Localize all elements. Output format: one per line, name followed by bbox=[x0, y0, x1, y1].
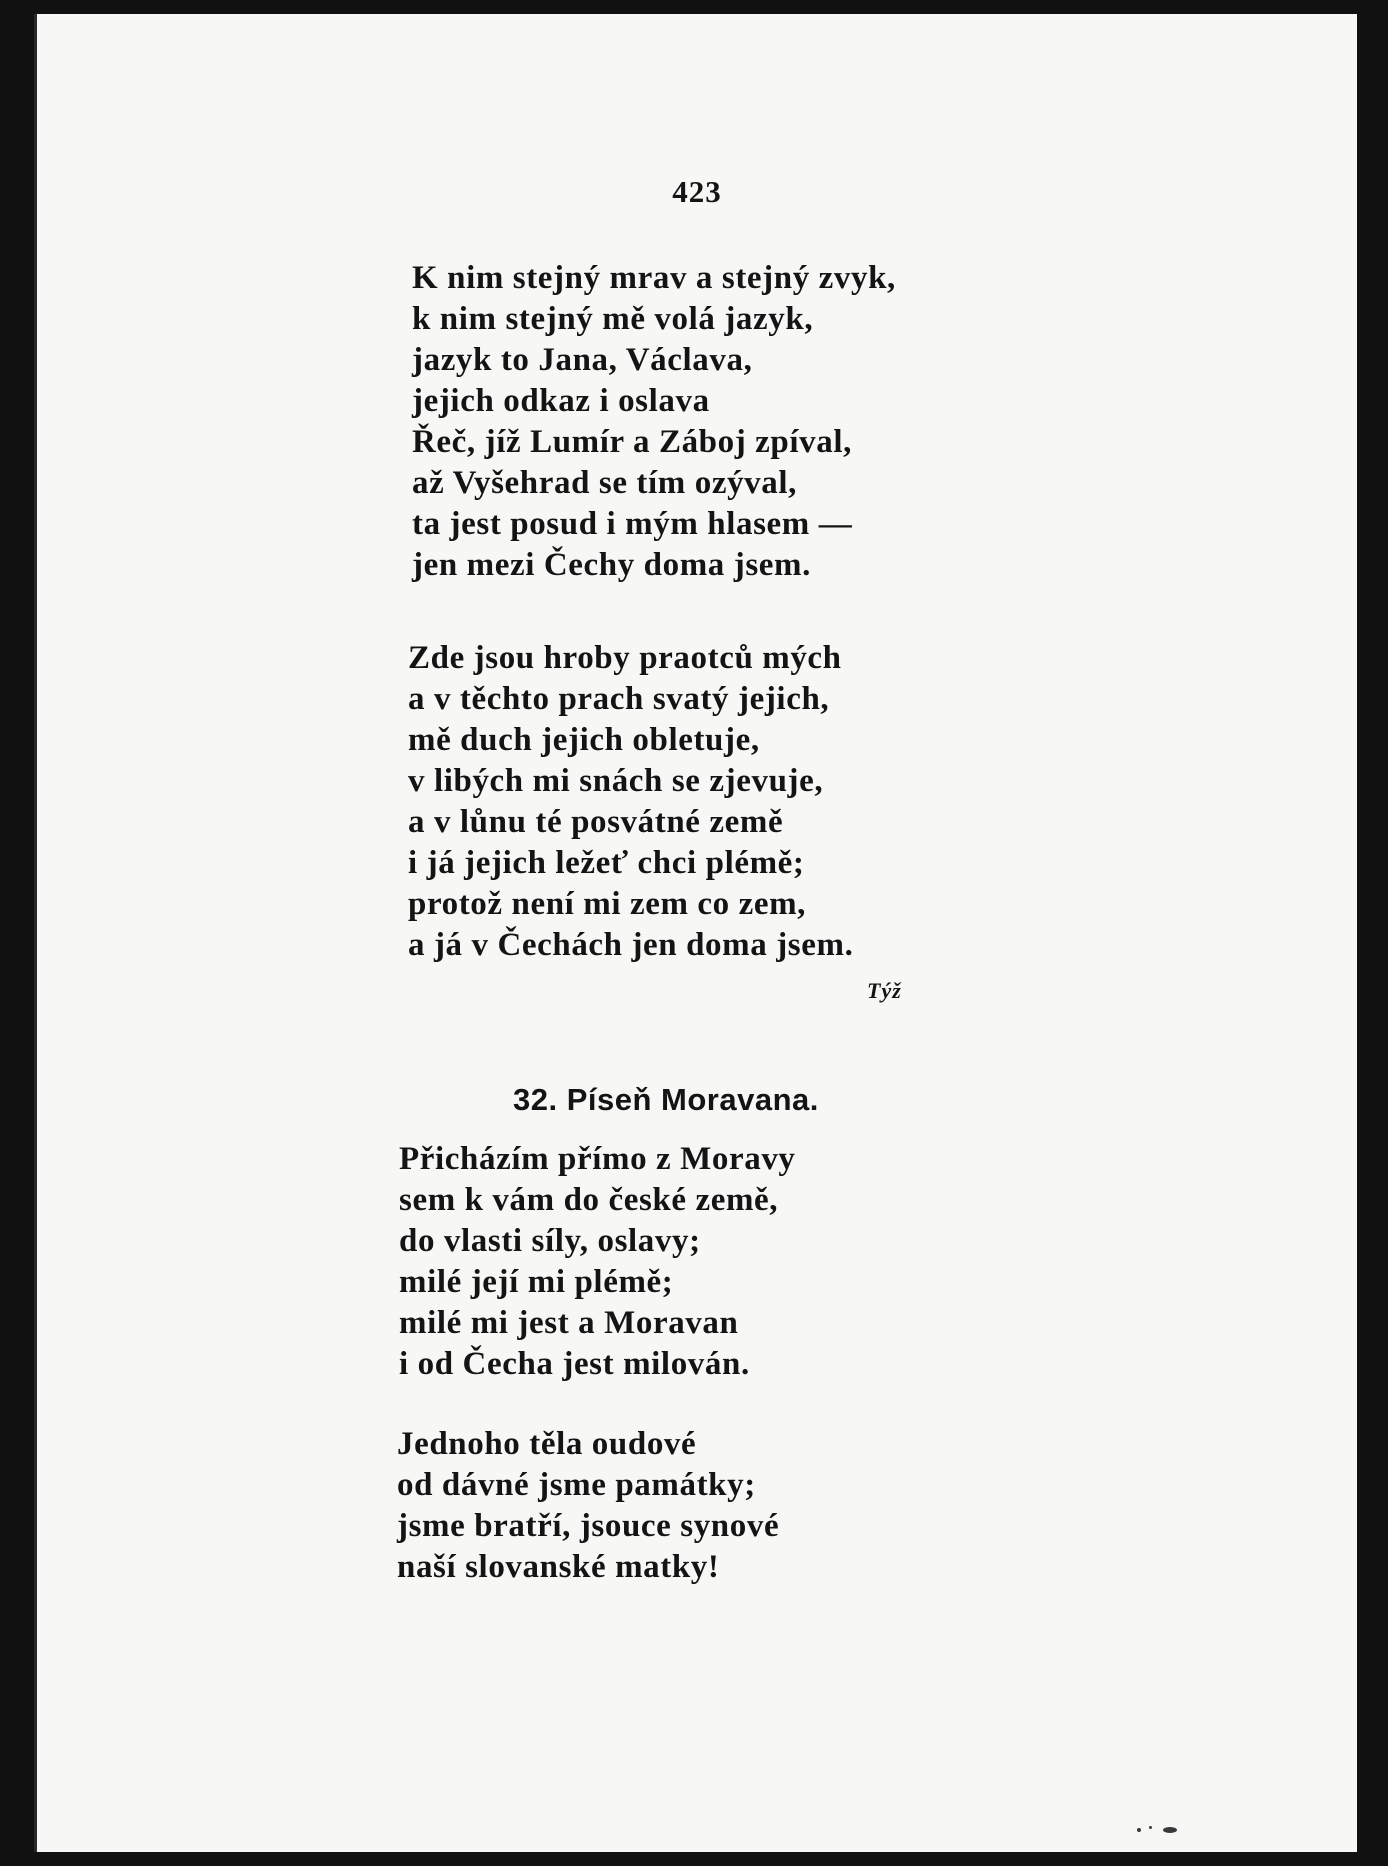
verse-line: do vlasti síly, oslavy; bbox=[399, 1223, 701, 1259]
poem-32-stanza-1 bbox=[399, 1139, 796, 1385]
verse-line: Přicházím přímo z Moravy bbox=[399, 1141, 796, 1177]
book-page bbox=[34, 14, 1357, 1852]
verse-line: až Vyšehrad se tím ozýval, bbox=[412, 465, 797, 501]
verse-line: ta jest posud i mým hlasem — bbox=[412, 506, 853, 542]
verse-line: jen mezi Čechy doma jsem. bbox=[412, 547, 811, 583]
verse-line: i já jejich ležeť chci plémě; bbox=[408, 845, 805, 881]
verse-line: jazyk to Jana, Václava, bbox=[412, 342, 753, 378]
print-specks bbox=[1137, 1824, 1197, 1834]
speck bbox=[1149, 1826, 1152, 1829]
verse-line: Řeč, jíž Lumír a Záboj zpíval, bbox=[412, 424, 852, 460]
verse-line: sem k vám do české země, bbox=[399, 1182, 779, 1218]
poem-attribution: Týž bbox=[867, 978, 902, 1003]
verse-line: jejich odkaz i oslava bbox=[412, 383, 710, 419]
verse-line: od dávné jsme památky; bbox=[397, 1467, 756, 1503]
poem-31-stanza-2 bbox=[408, 638, 853, 966]
verse-line: Jednoho těla oudové bbox=[397, 1426, 697, 1462]
verse-line: Zde jsou hroby praotců mých bbox=[408, 640, 842, 676]
verse-line: k nim stejný mě volá jazyk, bbox=[412, 301, 814, 337]
verse-line: i od Čecha jest milován. bbox=[399, 1346, 750, 1382]
verse-line: a v těchto prach svatý jejich, bbox=[408, 681, 830, 717]
page-number: 423 bbox=[672, 174, 722, 209]
verse-line: mě duch jejich obletuje, bbox=[408, 722, 760, 758]
poem-32-heading: 32. Píseň Moravana. bbox=[513, 1082, 819, 1117]
verse-line: K nim stejný mrav a stejný zvyk, bbox=[412, 260, 896, 296]
verse-line: naší slovanské matky! bbox=[397, 1549, 720, 1585]
verse-line: milé mi jest a Moravan bbox=[399, 1305, 739, 1341]
speck bbox=[1163, 1827, 1177, 1833]
verse-line: milé její mi plémě; bbox=[399, 1264, 674, 1300]
verse-line: a já v Čechách jen doma jsem. bbox=[408, 927, 854, 963]
verse-line: v libých mi snách se zjevuje, bbox=[408, 763, 824, 799]
verse-line: protož není mi zem co zem, bbox=[408, 886, 807, 922]
verse-line: a v lůnu té posvátné země bbox=[408, 804, 784, 840]
speck bbox=[1137, 1828, 1141, 1832]
verse-line: jsme bratří, jsouce synové bbox=[397, 1508, 780, 1544]
poem-32-stanza-2 bbox=[397, 1424, 779, 1588]
poem-31-stanza-1 bbox=[412, 258, 896, 586]
